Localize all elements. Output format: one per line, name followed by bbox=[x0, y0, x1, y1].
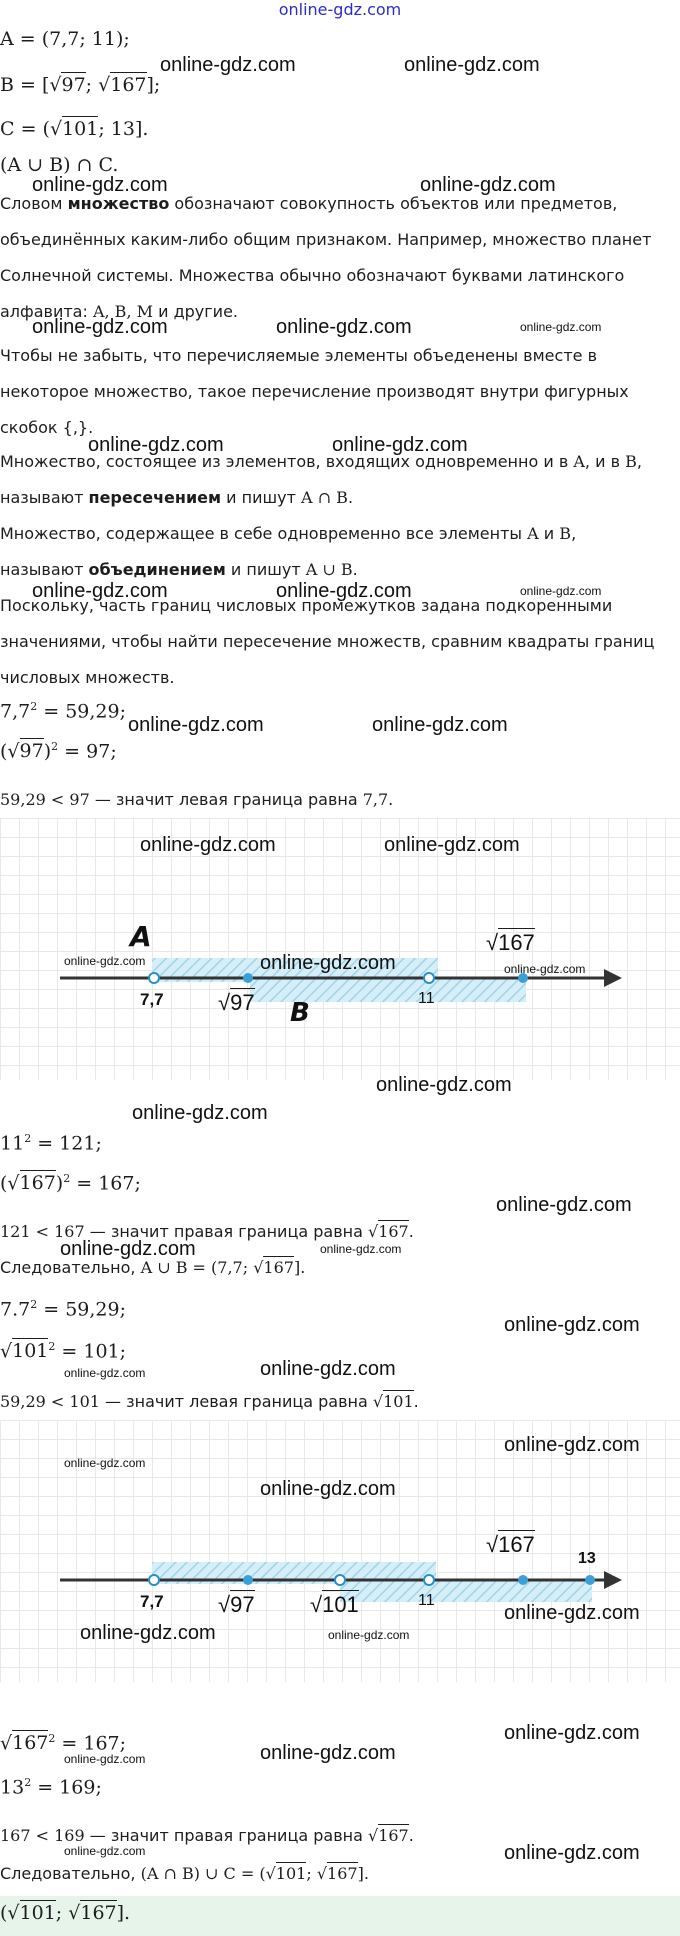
point-13 bbox=[585, 1575, 595, 1585]
tick-label-11: 11 bbox=[418, 1592, 435, 1609]
watermark: online-gdz.com bbox=[132, 1102, 268, 1124]
tick-label-13: 13 bbox=[578, 1550, 596, 1567]
watermark: online-gdz.com bbox=[276, 580, 412, 602]
set-c: C = (√101; 13]. bbox=[0, 118, 149, 140]
step2-square-sqrt101: $√101^2 = 101$; bbox=[0, 1340, 127, 1363]
step2-conclusion-left: 59,29 < 101 — значит левая граница равна √101. bbox=[0, 1392, 419, 1411]
step1-square-77: $7,7^2 = 59,29$; bbox=[0, 700, 127, 723]
point-77 bbox=[149, 973, 159, 983]
theory-line-6: некоторое множество, такое перечисление производят внутри фигурных bbox=[0, 382, 629, 401]
watermark: online-gdz.com bbox=[504, 1602, 640, 1624]
watermark: online-gdz.com bbox=[332, 434, 468, 456]
watermark: online-gdz.com bbox=[80, 1622, 216, 1644]
step2-union-result: Следовательно, A ∪ B = (7,7; √167]. bbox=[0, 1258, 306, 1277]
label-set-b: B bbox=[290, 998, 310, 1028]
tick-label-sqrt97: √97 bbox=[218, 1592, 255, 1617]
step3-conclusion: 167 < 169 — значит правая граница равна √167. bbox=[0, 1826, 414, 1845]
watermark: online-gdz.com bbox=[496, 1194, 632, 1216]
theory-line-13: значениями, чтобы найти пересечение множеств, сравним квадраты границ bbox=[0, 632, 655, 651]
watermark: online-gdz.com bbox=[64, 1366, 146, 1380]
watermark: online-gdz.com bbox=[64, 1844, 146, 1858]
watermark: online-gdz.com bbox=[32, 580, 168, 602]
watermark: online-gdz.com bbox=[328, 1628, 410, 1642]
watermark: online-gdz.com bbox=[32, 174, 168, 196]
watermark: online-gdz.com bbox=[32, 316, 168, 338]
watermark: online-gdz.com bbox=[504, 1434, 640, 1456]
step3-final-result: Следовательно, (A ∩ B) ∪ C = (√101; √167]. bbox=[0, 1864, 369, 1883]
step1-square-sqrt97: $(√97)^2 = 97$; bbox=[0, 740, 117, 763]
watermark: online-gdz.com bbox=[376, 1074, 512, 1096]
number-line-1-svg bbox=[0, 818, 680, 1080]
set-a: A = (7,7; 11); bbox=[0, 28, 130, 50]
theory-line-7: скобок {,}. bbox=[0, 418, 94, 437]
watermark: online-gdz.com bbox=[276, 316, 412, 338]
theory-line-11: называют объединением и пишут A ∪ B. bbox=[0, 560, 358, 579]
step2-square-sqrt167: $(√167)^2 = 167$; bbox=[0, 1172, 141, 1195]
watermark: online-gdz.com bbox=[64, 954, 146, 968]
tick-label-sqrt101: √101 bbox=[310, 1592, 359, 1617]
theory-line-10: Множество, содержащее в себе одновременно все элементы A и B, bbox=[0, 524, 577, 543]
set-c-shading bbox=[340, 1580, 592, 1602]
tick-label-sqrt97: √97 bbox=[218, 990, 255, 1015]
set-b: B = [√97; √167]; bbox=[0, 74, 161, 96]
watermark: online-gdz.com bbox=[372, 714, 508, 736]
watermark: online-gdz.com bbox=[128, 714, 264, 736]
step2-square-11: $11^2 = 121$; bbox=[0, 1132, 102, 1155]
watermark: online-gdz.com bbox=[88, 434, 224, 456]
theory-line-8: Множество, состоящее из элементов, входящих одновременно и в A, и в B, bbox=[0, 452, 642, 471]
theory-line-12: Поскольку, часть границ числовых промежутков задана подкоренными bbox=[0, 596, 613, 615]
watermark: online-gdz.com bbox=[140, 834, 276, 856]
theory-line-1: Словом множество обозначают совокупность объектов или предметов, bbox=[0, 194, 618, 213]
watermark: online-gdz.com bbox=[504, 962, 586, 976]
point-sqrt167 bbox=[518, 1575, 528, 1585]
watermark: online-gdz.com bbox=[504, 1842, 640, 1864]
axis-arrow bbox=[604, 969, 622, 987]
watermark: online-gdz.com bbox=[64, 1456, 146, 1470]
point-sqrt97 bbox=[243, 1575, 253, 1585]
number-line-diagram-1 bbox=[0, 818, 680, 1080]
axis-arrow bbox=[604, 1571, 622, 1589]
theory-line-5: Чтобы не забыть, что перечисляемые элементы объеденены вместе в bbox=[0, 346, 597, 365]
watermark: online-gdz.com bbox=[504, 1314, 640, 1336]
tick-label-77: 7,7 bbox=[140, 990, 164, 1009]
expression: (A ∪ B) ∩ C. bbox=[0, 154, 119, 176]
theory-line-14: числовых множеств. bbox=[0, 668, 175, 687]
step1-conclusion: 59,29 < 97 — значит левая граница равна 7,7. bbox=[0, 790, 394, 809]
step2-square-77: $7.7^2 = 59,29$; bbox=[0, 1298, 127, 1321]
step3-square-13: $13^2 = 169$; bbox=[0, 1776, 102, 1799]
watermark: online-gdz.com bbox=[384, 834, 520, 856]
watermark: online-gdz.com bbox=[320, 1242, 402, 1256]
watermark: online-gdz.com bbox=[60, 1238, 196, 1260]
watermark: online-gdz.com bbox=[64, 1752, 146, 1766]
tick-label-sqrt167: √167 bbox=[486, 930, 535, 955]
watermark: online-gdz.com bbox=[260, 1358, 396, 1380]
label-set-a: A bbox=[130, 920, 152, 953]
watermark: online-gdz.com bbox=[404, 54, 540, 76]
tick-label-sqrt167: √167 bbox=[486, 1532, 535, 1557]
theory-line-4: алфавита: A, B, M и другие. bbox=[0, 302, 238, 321]
point-sqrt97 bbox=[243, 973, 253, 983]
step2-conclusion: 121 < 167 — значит правая граница равна √167. bbox=[0, 1222, 414, 1241]
watermark: online-gdz.com bbox=[260, 952, 396, 974]
point-11 bbox=[424, 1575, 434, 1585]
watermark: online-gdz.com bbox=[520, 584, 602, 598]
watermark: online-gdz.com bbox=[160, 54, 296, 76]
tick-label-11: 11 bbox=[418, 990, 435, 1007]
watermark: online-gdz.com bbox=[260, 1478, 396, 1500]
theory-line-3: Солнечной системы. Множества обычно обозначают буквами латинского bbox=[0, 266, 625, 285]
site-title[interactable]: online-gdz.com bbox=[278, 0, 402, 19]
watermark: online-gdz.com bbox=[520, 320, 602, 334]
point-77 bbox=[149, 1575, 159, 1585]
watermark: online-gdz.com bbox=[504, 1722, 640, 1744]
theory-line-2: объединённых каким-либо общим признаком. Например, множество планет bbox=[0, 230, 652, 249]
tick-label-77: 7,7 bbox=[140, 1592, 164, 1611]
answer-text: (√101; √167]. bbox=[0, 1902, 131, 1924]
point-11 bbox=[424, 973, 434, 983]
watermark: online-gdz.com bbox=[260, 1742, 396, 1764]
watermark: online-gdz.com bbox=[420, 174, 556, 196]
step3-square-sqrt167: $√167^2 = 167$; bbox=[0, 1732, 127, 1755]
point-sqrt101 bbox=[335, 1575, 345, 1585]
theory-line-9: называют пересечением и пишут A ∩ B. bbox=[0, 488, 354, 507]
answer-box bbox=[0, 1896, 680, 1936]
